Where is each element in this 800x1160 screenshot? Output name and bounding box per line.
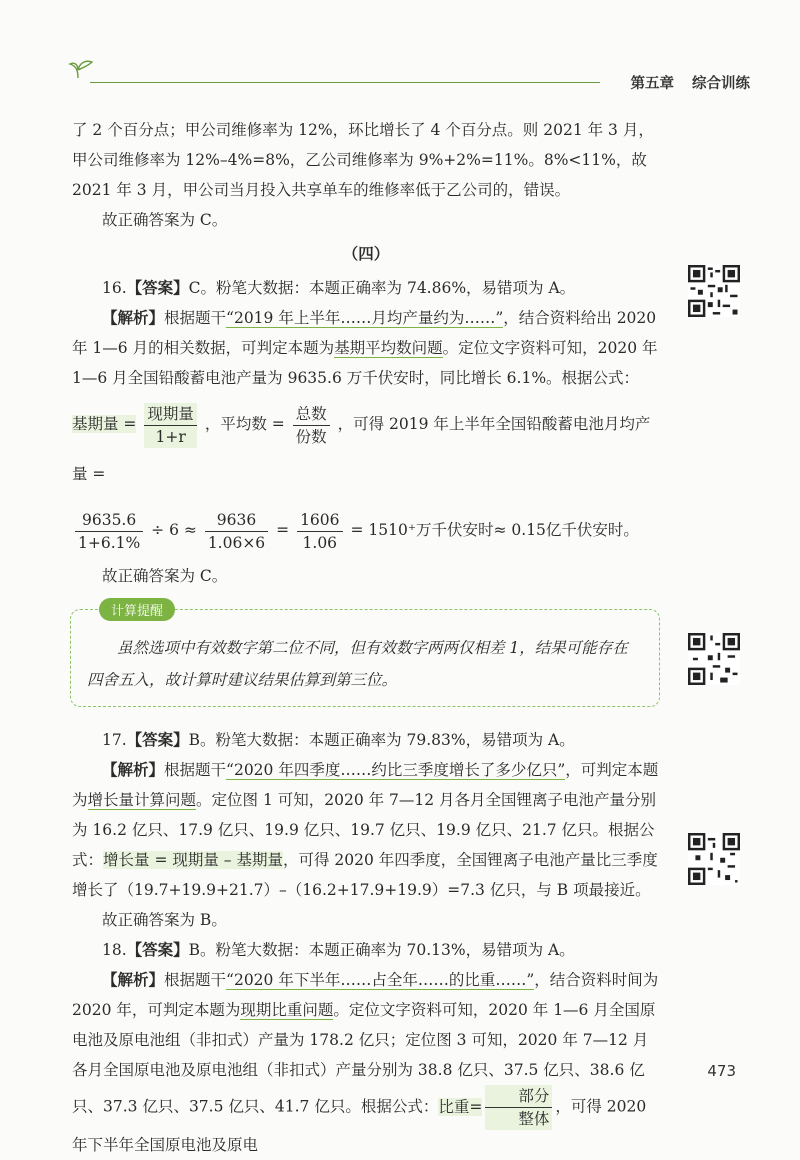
- chapter-title: 综合训练: [692, 76, 750, 92]
- fraction: $\frac{\text{现期量}}{1+r}$: [144, 403, 197, 448]
- q16-formula: 基期量 = $\frac{\text{现期量}}{1+r}$ ，平均数 = $\frac{\text{总数}}{\text{份数}}$ ，可得 2019 年上半年全国铅酸蓄电池月均产量 =: [72, 404, 651, 483]
- qr-code-icon[interactable]: [688, 633, 740, 685]
- q18-answer: 18.【答案】B。粉笔大数据：本题正确率为 70.13%，易错项为 A。: [102, 940, 575, 959]
- fraction: $\frac{1606}{1.06}$: [297, 509, 342, 554]
- chapter-number: 第五章: [630, 76, 674, 92]
- qr-code-icon[interactable]: [688, 265, 740, 317]
- page-number: 473: [707, 1062, 736, 1080]
- main-content: [72, 115, 660, 1160]
- page-header: [60, 62, 750, 94]
- q16-calculation: $\frac{9635.6}{1+6.1\%}$ ÷ 6 ≈ $\frac{9636}{1.06\times 6}$ = $\frac{1606}{1.06}$ = 1510⁺万千伏安时≈ 0.15亿千伏安时。: [72, 505, 660, 555]
- qr-code-icon[interactable]: [688, 833, 740, 885]
- answer-line: 故正确答案为 B。: [102, 911, 227, 929]
- fraction: $\frac{\text{部分}}{\text{整体}}$: [485, 1085, 552, 1130]
- fraction: $\frac{9636}{1.06\times 6}$: [205, 509, 268, 554]
- paragraph: 了 2 个百分点；甲公司维修率为 12%，环比增长了 4 个百分点。则 2021 年 3 月，甲公司维修率为 12%–4%=8%，乙公司维修率为 9%+2%=11%。8%<11%，故 2021 年 3 月，甲公司当月投入共享单车的维修率低于乙公司的，错误。: [72, 121, 654, 199]
- q16-answer: 16.【答案】C。粉笔大数据：本题正确率为 74.86%，易错项为 A。: [102, 278, 576, 297]
- tip-text: 虽然选项中有效数字第二位不同，但有效数字两两仅相差 1，结果可能存在四舍五入，故计算时建议结果估算到第三位。: [87, 639, 628, 689]
- calculation-tip-box: [70, 604, 660, 707]
- q17-answer: 17.【答案】B。粉笔大数据：本题正确率为 79.83%，易错项为 A。: [102, 730, 575, 749]
- leaf-icon: [64, 56, 94, 80]
- q18-analysis: 【解析】根据题干“2020 年下半年……占全年……的比重……”，结合资料时间为 2020 年，可判定本题为现期比重问题。定位文字资料可知，2020 年 1—6 月全国原电池及原电池组（非扣式）产量为 178.2 亿只；定位图 3 可知，2020 年 7—12 月各月全国原电池及原电池组（非扣式）产量分别为 38.8 亿只、37.5 亿只、38.6 亿只、37.3 亿只、37.5 亿只、41.7 亿只。根据公式：比重= $\frac{\text{部分}}{\text{整体}}$ ，可得 2020 年下半年全国原电池及原电: [72, 970, 659, 1154]
- answer-line: 故正确答案为 C。: [102, 211, 228, 229]
- header-rule: [90, 82, 600, 83]
- q17-analysis: 【解析】根据题干“2020 年四季度……约比三季度增长了多少亿只”，可判定本题为增长量计算问题。定位图 1 可知，2020 年 7—12 月各月全国锂离子电池产量分别为 16.2 亿只、17.9 亿只、19.9 亿只、19.7 亿只、19.9 亿只、21.7 亿只。根据公式：增长量 = 现期量 – 基期量，可得 2020 年四季度，全国锂离子电池产量比三季度增长了（19.7+19.9+21.7）–（16.2+17.9+19.9）=7.3 亿只，与 B 项最接近。: [72, 760, 659, 899]
- tip-label: 计算提醒: [99, 598, 175, 621]
- section-heading: （四）: [342, 244, 390, 263]
- fraction: $\frac{\text{总数}}{\text{份数}}$: [293, 403, 330, 448]
- q16-analysis: 【解析】根据题干“2019 年上半年……月均产量约为……”，结合资料给出 2020 年 1—6 月的相关数据，可判定本题为基期平均数问题。定位文字资料可知，2020 年 1—6 月全国铅酸蓄电池产量为 9635.6 万千伏安时，同比增长 6.1%。根据公式：: [72, 308, 658, 387]
- answer-line: 故正确答案为 C。: [102, 567, 228, 585]
- fraction: $\frac{9635.6}{1+6.1\%}$: [75, 509, 143, 554]
